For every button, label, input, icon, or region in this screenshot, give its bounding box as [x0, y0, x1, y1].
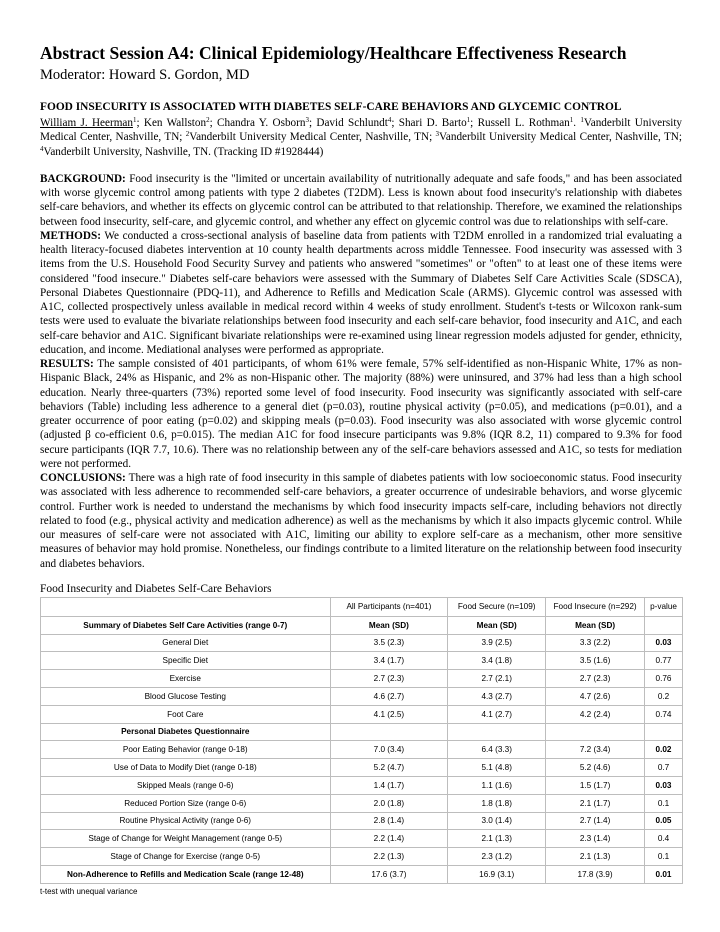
- affiliation-marker: 1: [466, 116, 471, 124]
- table-header-cell: All Participants (n=401): [330, 597, 448, 616]
- table-row: [41, 723, 683, 741]
- p-value-cell: 0.7: [645, 759, 683, 777]
- results-label: RESULTS:: [40, 358, 94, 370]
- results-section: [40, 357, 682, 471]
- affiliation-marker: 2: [185, 130, 190, 139]
- first-author: William J. Heerman: [40, 117, 133, 129]
- row-label-cell: Specific Diet: [41, 652, 331, 670]
- table-cell: 4.1 (2.5): [330, 705, 448, 723]
- background-text: Food insecurity is the "limited or uncertain availability of nutritionally adequate and safe foods," and has been associated with worse glycemic control among patients with type 2 diabetes (T2DM). Less is known about food insecurity's relationship with diabetes self-care behaviors, and whether its effects on glycemic control can be attributed to that relationship. Therefore, we examined the relationships between food insecurity, self-care, and glycemic control, and whether any effect on glycemic control was due to relationships with self-care.: [40, 172, 682, 228]
- table-cell: 2.1 (1.3): [448, 830, 546, 848]
- table-caption: Food Insecurity and Diabetes Self-Care Behaviors: [40, 582, 272, 595]
- table-row: [41, 830, 683, 848]
- table-row: [41, 705, 683, 723]
- p-value-cell: [645, 616, 683, 634]
- session-title: Abstract Session A4: Clinical Epidemiology/Healthcare Effectiveness Research: [40, 43, 627, 63]
- table-row: [41, 759, 683, 777]
- p-value-cell: 0.77: [645, 652, 683, 670]
- affiliation-text: Vanderbilt University Medical Center, Nashville, TN;: [189, 131, 436, 144]
- p-value-cell: [645, 723, 683, 741]
- table-row: [41, 794, 683, 812]
- table-cell: [546, 723, 645, 741]
- background-section: [40, 172, 682, 229]
- p-value-cell: 0.76: [645, 670, 683, 688]
- p-value-cell: 0.02: [645, 741, 683, 759]
- table-row: [41, 741, 683, 759]
- table-cell: 17.6 (3.7): [330, 865, 448, 883]
- affiliation-text: Vanderbilt University, Nashville, TN. (Tracking ID #1928444): [43, 145, 324, 158]
- table-cell: 3.5 (2.3): [330, 634, 448, 652]
- p-value-cell: 0.05: [645, 812, 683, 830]
- methods-section: [40, 229, 682, 357]
- affiliation-text: Vanderbilt University Medical Center, Nashville, TN;: [40, 117, 683, 144]
- table-cell: 3.4 (1.7): [330, 652, 448, 670]
- table-cell: [448, 723, 546, 741]
- table-cell: 2.2 (1.4): [330, 830, 448, 848]
- row-label-cell: Blood Glucose Testing: [41, 687, 331, 705]
- table-cell: 3.5 (1.6): [546, 652, 645, 670]
- affiliation-marker: 1: [132, 116, 137, 124]
- author-text: .: [573, 117, 581, 129]
- p-value-cell: 0.01: [645, 865, 683, 883]
- row-label-cell: Foot Care: [41, 705, 331, 723]
- row-label-cell: Poor Eating Behavior (range 0-18): [41, 741, 331, 759]
- table-cell: [330, 723, 448, 741]
- table-cell: 4.2 (2.4): [546, 705, 645, 723]
- table-cell: 3.3 (2.2): [546, 634, 645, 652]
- table-cell: 17.8 (3.9): [546, 865, 645, 883]
- table-header-cell: Food Secure (n=109): [448, 597, 546, 616]
- table-row: [41, 776, 683, 794]
- p-value-cell: 0.1: [645, 794, 683, 812]
- table-cell: 1.8 (1.8): [448, 794, 546, 812]
- table-cell: 4.3 (2.7): [448, 687, 546, 705]
- background-label: BACKGROUND:: [40, 172, 126, 185]
- p-value-cell: 0.74: [645, 705, 683, 723]
- row-label-cell: Routine Physical Activity (range 0-6): [41, 812, 331, 830]
- moderator: Moderator: Howard S. Gordon, MD: [40, 67, 250, 83]
- author-text: ; Ken Wallston: [136, 117, 207, 129]
- row-label-cell: Exercise: [41, 670, 331, 688]
- table-header-cell: [41, 597, 331, 616]
- author-list: [40, 116, 682, 159]
- author-text: ; Russell L. Rothman: [470, 117, 570, 129]
- table-cell: 1.5 (1.7): [546, 776, 645, 794]
- table-cell: 5.2 (4.7): [330, 759, 448, 777]
- abstract-page: [40, 42, 682, 896]
- p-value-cell: 0.4: [645, 830, 683, 848]
- row-label-cell: Use of Data to Modify Diet (range 0-18): [41, 759, 331, 777]
- methods-label: METHODS:: [40, 229, 101, 242]
- row-label-cell: Non-Adherence to Refills and Medication Scale (range 12-48): [41, 865, 331, 883]
- table-row: [41, 687, 683, 705]
- table-cell: 2.1 (1.7): [546, 794, 645, 812]
- table-cell: 2.1 (1.3): [546, 848, 645, 866]
- row-label-cell: Personal Diabetes Questionnaire: [41, 723, 331, 741]
- p-value-cell: 0.03: [645, 776, 683, 794]
- table-header-cell: Food Insecure (n=292): [546, 597, 645, 616]
- author-text: ; Chandra Y. Osborn: [209, 117, 306, 129]
- conclusions-section: [40, 471, 682, 571]
- table-cell: Mean (SD): [448, 616, 546, 634]
- table-cell: 4.1 (2.7): [448, 705, 546, 723]
- table-cell: 5.2 (4.6): [546, 759, 645, 777]
- p-value-cell: 0.2: [645, 687, 683, 705]
- row-label-cell: Reduced Portion Size (range 0-6): [41, 794, 331, 812]
- table-footnote: t-test with unequal variance: [40, 886, 138, 896]
- table-cell: 1.4 (1.7): [330, 776, 448, 794]
- row-label-cell: Stage of Change for Exercise (range 0-5): [41, 848, 331, 866]
- table-cell: 3.4 (1.8): [448, 652, 546, 670]
- methods-text: We conducted a cross-sectional analysis of baseline data from patients with T2DM enrolled in a randomized trial evaluating a health literacy-focused diabetes intervention at 10 county health departments across middle Tennessee. Food insecurity was assessed with 3 items from the U.S. Household Food Security Survey and patients who answered "sometimes" or "often" to at least one of these items were considered "food insecure." Diabetes self-care behaviors were assessed with the Summary of Diabetes Self Care Activities Scale (SDSCA), Personal Diabetes Questionnaire (PDQ-11), and Adherence to Refills and Medication Scale (ARMS). Glycemic control was assessed with A1C, collected prospectively unless available in medical record within 4 weeks of study enrollment. Student's t-tests or Wilcoxon rank-sum tests were used to evaluate the bivariate relationships between food insecurity and each self-care behavior, food insecurity and A1C, and each self-care behavior and A1C. Significant bivariate relationships were re-examined using linear regression models adjusted for gender, ethnicity, education, and income. Mediational analyses were performed as appropriate.: [40, 229, 682, 356]
- table-cell: 16.9 (3.1): [448, 865, 546, 883]
- table-row: [41, 652, 683, 670]
- table-cell: 5.1 (4.8): [448, 759, 546, 777]
- table-cell: 2.3 (1.2): [448, 848, 546, 866]
- affiliation-marker: 4: [387, 116, 392, 124]
- affiliation-marker: 3: [305, 116, 309, 124]
- table-cell: 4.7 (2.6): [546, 687, 645, 705]
- table-cell: 3.9 (2.5): [448, 634, 546, 652]
- conclusions-text: There was a high rate of food insecurity in this sample of diabetes patients with low socioeconomic status. Food insecurity was associated with less adherence to recommended self-care behaviors, a greater occurrence of undesirable behaviors, and worse glycemic control. Further work is needed to understand the mechanisms by which food insecurity impacts self-care, including behaviors not directly related to food (e.g., physical activity and medication adherence) as well as the mechanisms by which it also impacts glycemic control. While our measures of self-care were not associated with A1C, limiting our ability to explore self-care as a mechanism, other more sensitive measures of behavior may hold promise. Nonetheless, our findings contribute to a limited literature on the relationship between food insecurity and diabetes behaviors.: [40, 472, 682, 570]
- table-cell: 1.1 (1.6): [448, 776, 546, 794]
- author-text: ; David Schlundt: [308, 117, 388, 129]
- table-cell: 2.7 (2.1): [448, 670, 546, 688]
- table-row: [41, 670, 683, 688]
- p-value-cell: 0.03: [645, 634, 683, 652]
- affiliation-text: Vanderbilt University Medical Center, Nashville, TN;: [439, 131, 682, 144]
- table-row: [41, 812, 683, 830]
- table-cell: Mean (SD): [330, 616, 448, 634]
- table-cell: 2.7 (2.3): [330, 670, 448, 688]
- table-header-row: [41, 597, 683, 616]
- affiliation-marker: 1: [580, 116, 584, 124]
- affiliation-marker: 2: [206, 116, 210, 124]
- table-cell: 7.2 (3.4): [546, 741, 645, 759]
- table-row: [41, 634, 683, 652]
- table-header-cell: p-value: [645, 597, 683, 616]
- table-cell: 2.0 (1.8): [330, 794, 448, 812]
- table-row: [41, 865, 683, 883]
- author-text: ; Shari D. Barto: [391, 117, 467, 129]
- row-label-cell: Summary of Diabetes Self Care Activities (range 0-7): [41, 616, 331, 634]
- row-label-cell: Stage of Change for Weight Management (range 0-5): [41, 830, 331, 848]
- table-cell: 2.7 (1.4): [546, 812, 645, 830]
- row-label-cell: General Diet: [41, 634, 331, 652]
- table-cell: 2.2 (1.3): [330, 848, 448, 866]
- results-text: The sample consisted of 401 participants, of whom 61% were female, 57% self-identified as non-Hispanic White, 17% as non-Hispanic Black, 24% as Hispanic, and 2% as non-Hispanic other. The majority (88%) were uninsured, and 37% had less than a high school education. Nearly three-quarters (73%) reported some level of food insecurity. Food insecurity was significantly associated with self-care behaviors (Table) including less adherence to a general diet (p=0.03), routine physical activity (p=0.05), and medications (p=0.01), and a greater occurrence of poor eating (p=0.02) and skipping meals (p=0.03). Food insecurity was also associated with worse glycemic control (adjusted β co-efficient 0.6, p=0.015). The median A1C for food insecure participants was 9.8% (IQR 8.2, 11) compared to 9.3% for food secure participants (IQR 7.7, 10.6). There was no relationship between any of the self-care behaviors assessed and A1C, so tests for mediation were not performed.: [40, 358, 682, 470]
- self-care-table: [40, 597, 683, 884]
- table-cell: 6.4 (3.3): [448, 741, 546, 759]
- table-cell: 7.0 (3.4): [330, 741, 448, 759]
- affiliation-marker: 1: [569, 116, 574, 124]
- table-cell: 3.0 (1.4): [448, 812, 546, 830]
- table-cell: 2.3 (1.4): [546, 830, 645, 848]
- table-cell: 2.7 (2.3): [546, 670, 645, 688]
- table-row: [41, 616, 683, 634]
- affiliation-marker: 4: [40, 144, 44, 153]
- table-row: [41, 848, 683, 866]
- conclusions-label: CONCLUSIONS:: [40, 472, 126, 484]
- p-value-cell: 0.1: [645, 848, 683, 866]
- affiliation-marker: 3: [435, 130, 440, 139]
- table-cell: Mean (SD): [546, 616, 645, 634]
- table-cell: 4.6 (2.7): [330, 687, 448, 705]
- table-cell: 2.8 (1.4): [330, 812, 448, 830]
- abstract-title: FOOD INSECURITY IS ASSOCIATED WITH DIABETES SELF-CARE BEHAVIORS AND GLYCEMIC CONTROL: [40, 101, 622, 113]
- row-label-cell: Skipped Meals (range 0-6): [41, 776, 331, 794]
